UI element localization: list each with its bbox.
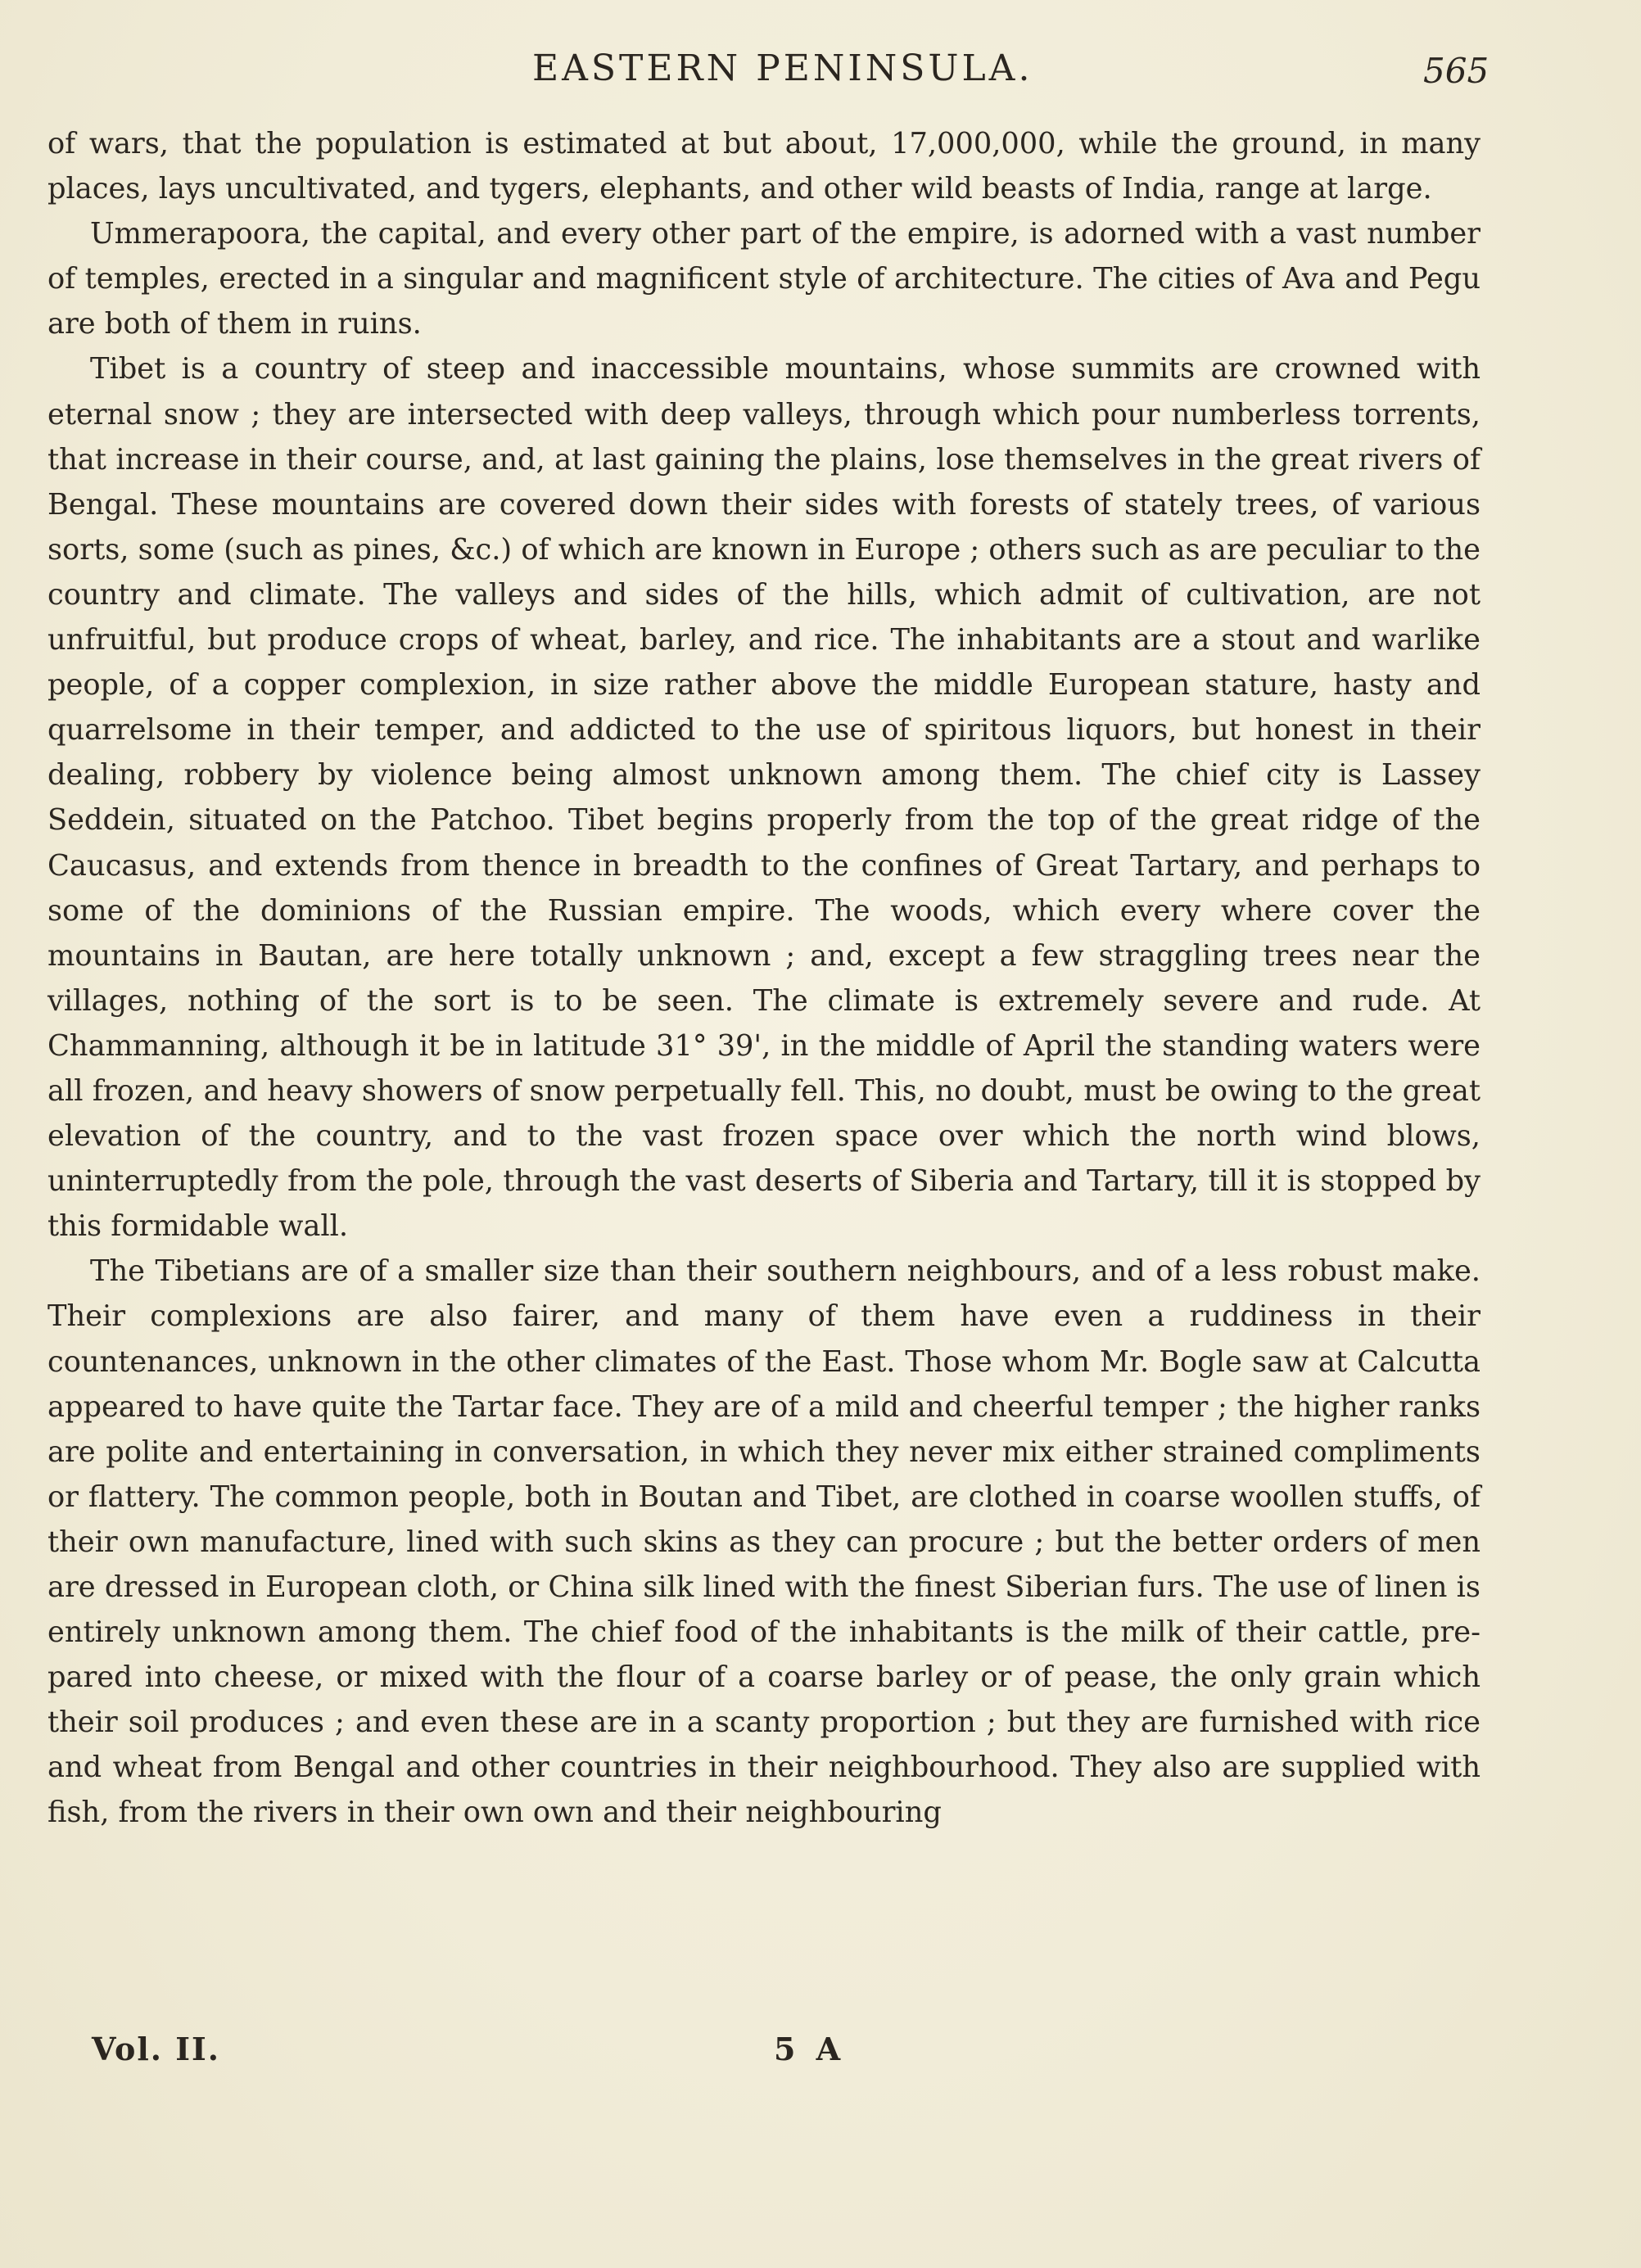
page-number: 565 bbox=[1423, 51, 1490, 91]
volume-label: Vol. II. bbox=[92, 2031, 221, 2067]
body-text bbox=[47, 121, 1481, 1836]
signature-mark: 5 A bbox=[774, 2031, 846, 2067]
paragraph-tibetians: The Tibetians are of a smaller size than their southern neighbours, and of a less robust make. Their complexions are also fairer, and many of them have even a ruddiness in their countenances, unknown in the other climates of the East. Those whom Mr. Bogle saw at Calcutta appeared to have quite the Tartar face. They are of a mild and cheerful temper ; the higher ranks are polite and entertaining in conversation, in which they never mix either strained compliments or flattery. The common people, both in Boutan and Tibet, are clothed in coarse woollen stuffs, of their own manufacture, lined with such skins as they can procure ; but the better orders of men are dressed in European cloth, or China silk lined with the finest Siberian furs. The use of linen is entirely unknown among them. The chief food of the inhabitants is the milk of their cattle, prepared into cheese, or mixed with the flour of a coarse barley or of pease, the only grain which their soil produces ; and even these are in a scanty proportion ; but they are furnished with rice and wheat from Bengal and other countries in their neighbourhood. They also are supplied with fish, from the rivers in their own own and their neighbouring bbox=[47, 1254, 1481, 1830]
paragraph-tibet: Tibet is a country of steep and inaccessible mountains, whose summits are crowned with eternal snow ; they are intersected with deep valleys, through which pour numberless torrents, that increase in their course, and, at last gaining the plains, lose themselves in the great rivers of Bengal. These mountains are covered down their sides with forests of stately trees, of various sorts, some (such as pines, &c.) of which are known in Europe ; others such as are peculiar to the country and climate. The valleys and sides of the hills, which admit of cultivation, are not unfruitful, but produce crops of wheat, barley, and rice. The inhabitants are a stout and warlike people, of a copper complexion, in size rather above the middle European stature, hasty and quarrelsome in their temper, and addicted to the use of spiritous liquors, but honest in their dealing, robbery by violence being almost unknown among them. The chief city is Lassey Seddein, situated on the Patchoo. Tibet begins properly from the top of the great ridge of the Caucasus, and extends from thence in breadth to the confines of Great Tartary, and perhaps to some of the dominions of the Russian empire. The woods, which every where cover the mountains in Bautan, are here totally unknown ; and, except a few straggling trees near the villages, nothing of the sort is to be seen. The climate is extremely severe and rude. At Chammanning, although it be in latitude 31° 39', in the middle of April the standing waters were all frozen, and heavy showers of snow perpetually fell. This, no doubt, must be owing to the great elevation of the country, and to the vast frozen space over which the north wind blows, uninterruptedly from the pole, through the vast deserts of Siberia and Tartary, till it is stopped by this formidable wall. bbox=[47, 352, 1481, 1244]
paragraph-continued: of wars, that the population is estimated at but about, 17,000,000, while the ground, in many places, lays uncultivated, and tygers, elephants, and other wild beasts of India, range at large. bbox=[47, 127, 1481, 206]
running-title: EASTERN PENINSULA. bbox=[532, 47, 1033, 89]
page-footer bbox=[0, 2031, 1641, 2080]
paragraph-ummerapoora: Ummerapoora, the capital, and every other part of the empire, is adorned with a vast number of temples, erected in a singular and magnificent style of architecture. The cities of Ava and Pegu are both of them in ruins. bbox=[47, 217, 1481, 341]
running-head bbox=[0, 47, 1641, 97]
